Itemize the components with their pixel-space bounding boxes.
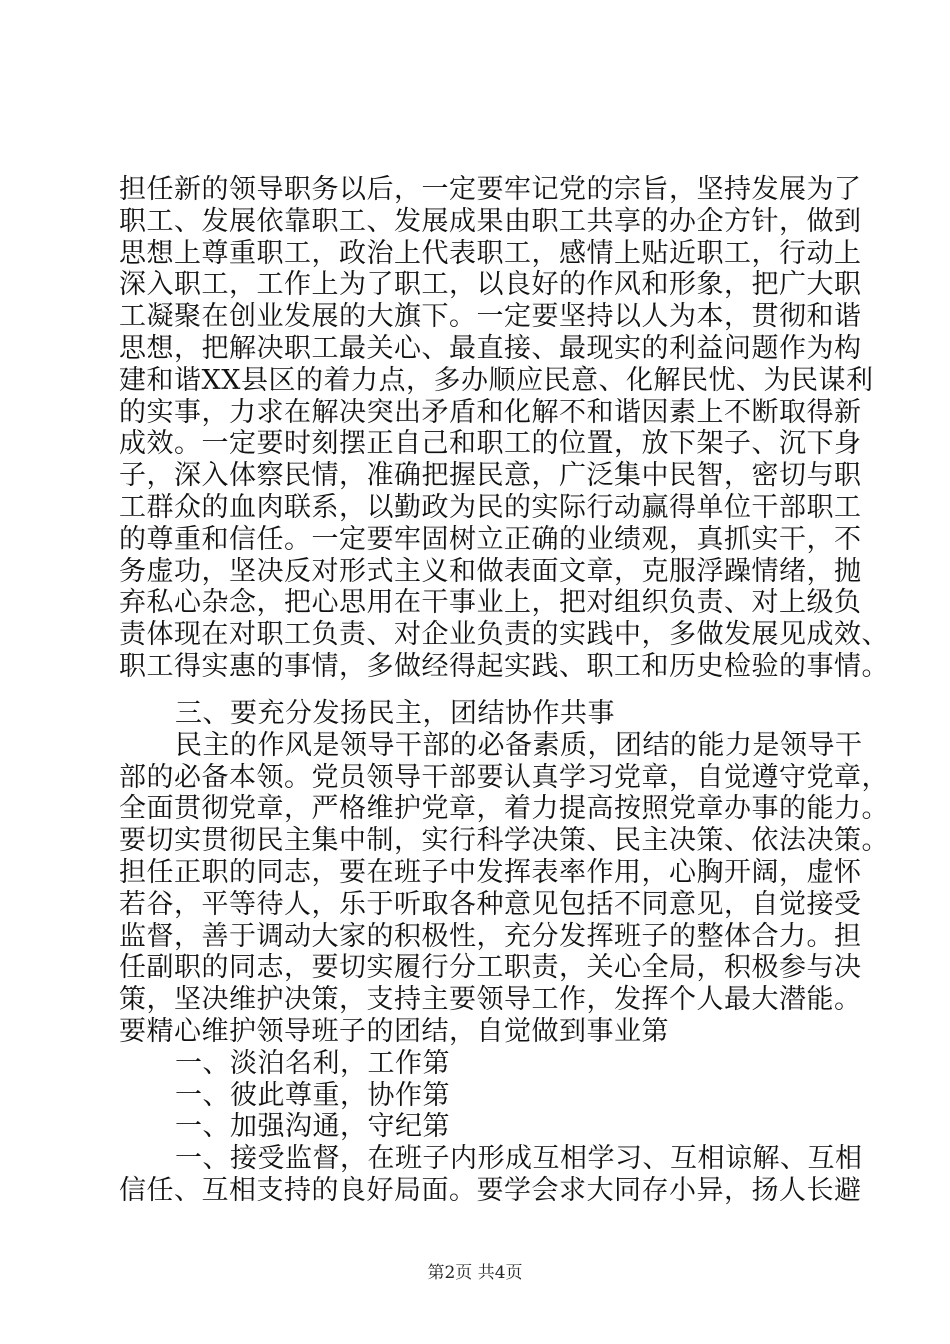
body-text-line: 要切实贯彻民主集中制，实行科学决策、民主决策、依法决策。 [119, 825, 889, 856]
body-text-line: 职工、发展依靠职工、发展成果由职工共享的办企方针，做到 [119, 206, 862, 237]
body-text-line: 一、接受监督，在班子内形成互相学习、互相谅解、互相 [175, 1143, 863, 1174]
body-text-line: 担任新的领导职务以后，一定要牢记党的宗旨，坚持发展为了 [119, 174, 862, 205]
body-text-line: 思想，把解决职工最关心、最直接、最现实的利益问题作为构 [119, 333, 862, 364]
body-text-line: 深入职工，工作上为了职工，以良好的作风和形象，把广大职 [119, 269, 862, 300]
body-text-line: 建和谐XX县区的着力点，多办顺应民意、化解民忧、为民谋利 [119, 365, 874, 396]
body-text-line: 一、淡泊名利，工作第 [175, 1048, 450, 1079]
body-text-line: 部的必备本领。党员领导干部要认真学习党章，自觉遵守党章， [119, 762, 889, 793]
body-text-line: 务虚功，坚决反对形式主义和做表面文章，克服浮躁情绪，抛 [119, 556, 862, 587]
body-text-line: 弃私心杂念，把心思用在干事业上，把对组织负责、对上级负 [119, 587, 862, 618]
body-text-line: 民主的作风是领导干部的必备素质，团结的能力是领导干 [175, 730, 863, 761]
body-text-line: 思想上尊重职工，政治上代表职工，感情上贴近职工，行动上 [119, 238, 862, 269]
body-text-line: 策，坚决维护决策，支持主要领导工作，发挥个人最大潜能。 [119, 984, 862, 1015]
body-text-line: 职工得实惠的事情，多做经得起实践、职工和历史检验的事情。 [119, 651, 889, 682]
body-text-line: 担任正职的同志，要在班子中发挥表率作用，心胸开阔，虚怀 [119, 857, 862, 888]
body-text-line: 成效。一定要时刻摆正自己和职工的位置，放下架子、沉下身 [119, 428, 862, 459]
body-text-line: 监督，善于调动大家的积极性，充分发挥班子的整体合力。担 [119, 921, 862, 952]
body-text-line: 一、加强沟通，守纪第 [175, 1111, 450, 1142]
body-text-line: 的尊重和信任。一定要牢固树立正确的业绩观，真抓实干，不 [119, 524, 862, 555]
body-text-line: 要精心维护领导班子的团结，自觉做到事业第 [119, 1016, 669, 1047]
body-text-line: 子，深入体察民情，准确把握民意，广泛集中民智，密切与职 [119, 460, 862, 491]
page-number-footer: 第2页 共4页 [427, 1263, 523, 1283]
body-text-line: 责体现在对职工负责、对企业负责的实践中，多做发展见成效、 [119, 619, 889, 650]
body-text-line: 信任、互相支持的良好局面。要学会求大同存小异，扬人长避 [119, 1175, 862, 1206]
body-text-line: 任副职的同志，要切实履行分工职责，关心全局，积极参与决 [119, 952, 862, 983]
body-text-line: 工群众的血肉联系，以勤政为民的实际行动赢得单位干部职工 [119, 492, 862, 523]
body-text-line: 全面贯彻党章，严格维护党章，着力提高按照党章办事的能力。 [119, 793, 889, 824]
body-text-line: 若谷，平等待人，乐于听取各种意见包括不同意见，自觉接受 [119, 889, 862, 920]
body-text-line: 的实事，力求在解决突出矛盾和化解不和谐因素上不断取得新 [119, 397, 862, 428]
section-heading: 三、要充分发扬民主，团结协作共事 [175, 698, 615, 729]
body-text-line: 工凝聚在创业发展的大旗下。一定要坚持以人为本，贯彻和谐 [119, 301, 862, 332]
body-text-line: 一、彼此尊重，协作第 [175, 1080, 450, 1111]
